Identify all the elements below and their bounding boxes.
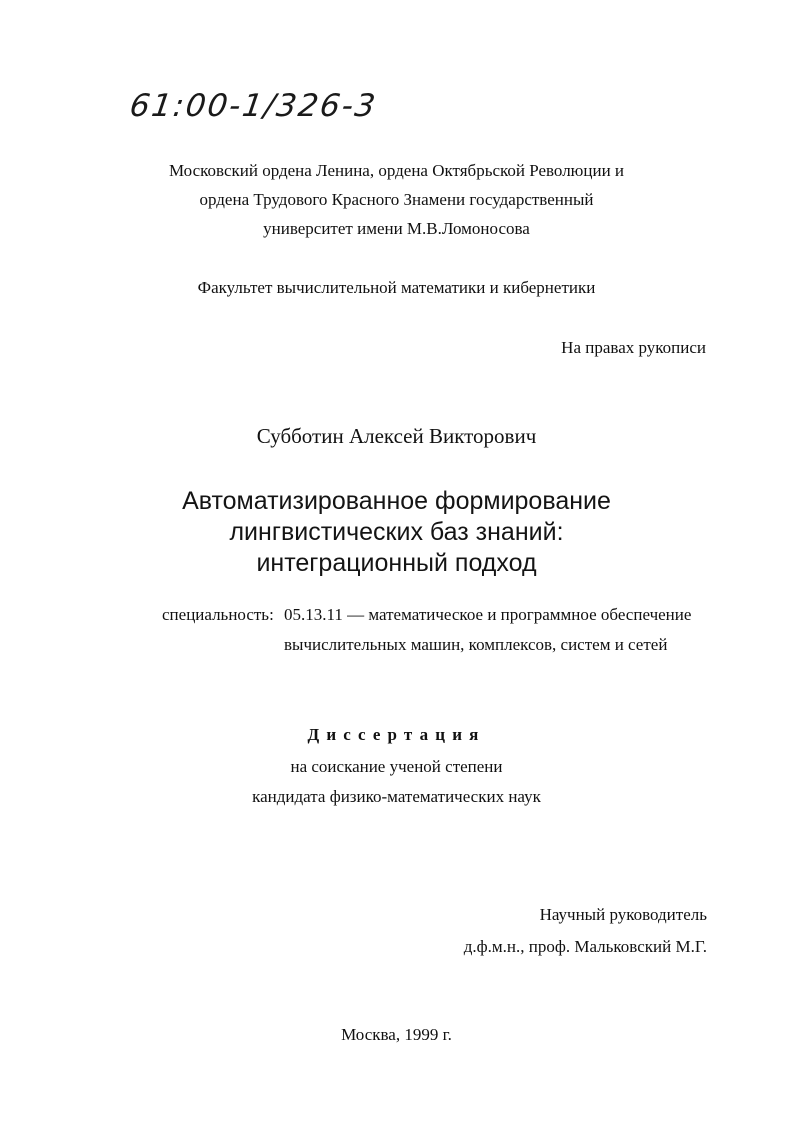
thesis-title-line-2: лингвистических баз знаний: bbox=[229, 518, 564, 546]
faculty-name: Факультет вычислительной математики и кибернетики bbox=[197, 278, 596, 297]
supervisor-label: Научный руководитель bbox=[539, 905, 707, 924]
city-year: Москва, 1999 г. bbox=[341, 1025, 452, 1044]
document-type: Диссертация bbox=[307, 725, 486, 744]
supervisor-name: д.ф.м.н., проф. Мальковский М.Г. bbox=[463, 937, 707, 956]
degree-line-1: на соискание ученой степени bbox=[290, 757, 503, 776]
degree-line-2: кандидата физико-математических наук bbox=[252, 787, 541, 806]
institution-line-2: ордена Трудового Красного Знамени государственный bbox=[199, 190, 594, 209]
author-name: Субботин Алексей Викторович bbox=[256, 424, 537, 448]
specialty-code-line: 05.13.11 — математическое и программное обеспечение bbox=[284, 605, 692, 624]
specialty-label: специальность: bbox=[162, 605, 274, 624]
thesis-title-line-3: интеграционный подход bbox=[256, 549, 537, 577]
institution-line-1: Московский ордена Ленина, ордена Октябрьской Революции и bbox=[168, 161, 625, 180]
specialty-line-2: вычислительных машин, комплексов, систем и сетей bbox=[284, 635, 668, 654]
archive-code-handwritten: 61:00-1/326-3 bbox=[127, 88, 380, 124]
institution-line-3: университет имени М.В.Ломоносова bbox=[263, 219, 530, 238]
thesis-title-line-1: Автоматизированное формирование bbox=[182, 487, 611, 515]
rights-note: На правах рукописи bbox=[561, 338, 706, 357]
